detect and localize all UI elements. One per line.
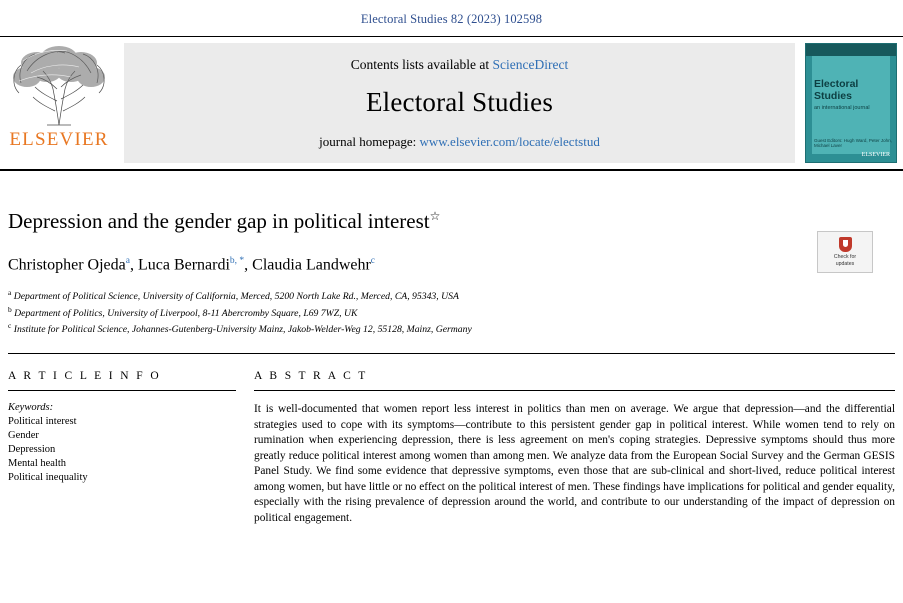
affiliation-list bbox=[8, 288, 895, 337]
keyword-item: Mental health bbox=[8, 458, 67, 470]
keyword-item: Depression bbox=[8, 444, 56, 456]
affiliation-item bbox=[8, 288, 895, 304]
abstract-heading: A B S T R A C T bbox=[254, 370, 368, 383]
affiliation-text: Department of Politics, University of Liverpool, 8-11 Abercromby Square, L69 7WZ, UK bbox=[14, 307, 358, 319]
info-abstract-columns bbox=[0, 370, 903, 526]
affiliation-item bbox=[8, 321, 895, 337]
contents-line bbox=[351, 57, 568, 73]
journal-title: Electoral Studies bbox=[365, 86, 554, 117]
crossmark-shield-icon bbox=[839, 237, 852, 252]
cover-footer-text: Guest Editors: Hugh Ward, Peter John, Michael Laver bbox=[814, 138, 892, 148]
page-title bbox=[8, 209, 895, 234]
crossmark-label-line1: Check for bbox=[833, 254, 857, 260]
keywords-label: Keywords: bbox=[8, 402, 54, 414]
section-divider bbox=[8, 353, 895, 354]
sciencedirect-link[interactable]: ScienceDirect bbox=[492, 56, 569, 72]
running-head: Electoral Studies 82 (2023) 102598 bbox=[360, 12, 543, 26]
elsevier-tree-icon bbox=[7, 41, 111, 127]
affiliation-marker: c bbox=[8, 320, 12, 330]
author-affil-marker: a bbox=[125, 256, 130, 266]
crossmark-label bbox=[834, 254, 856, 267]
keyword-item: Political interest bbox=[8, 416, 77, 428]
author-affil-marker: b, * bbox=[229, 256, 245, 266]
cover-top-strip bbox=[806, 44, 896, 56]
contents-prefix: Contents lists available at bbox=[350, 56, 490, 72]
crossmark-badge[interactable] bbox=[817, 231, 873, 273]
keyword-item: Gender bbox=[8, 430, 39, 442]
affiliation-marker: a bbox=[8, 288, 12, 298]
paper-title-text: Depression and the gender gap in political interest bbox=[8, 209, 430, 233]
author-name: Christopher Ojeda bbox=[8, 256, 126, 274]
author-name: Claudia Landwehr bbox=[252, 256, 371, 274]
cover-title: Electoral Studies bbox=[814, 78, 859, 103]
journal-homepage-link[interactable]: www.elsevier.com/locate/electstud bbox=[419, 133, 600, 149]
abstract-rule bbox=[254, 390, 895, 391]
title-area bbox=[0, 209, 903, 337]
elsevier-wordmark: ELSEVIER bbox=[9, 129, 109, 150]
author-affil-marker: c bbox=[370, 256, 376, 266]
affiliation-text: Department of Political Science, University of California, Merced, 5200 North Lake Rd., Merced, CA, 95343, USA bbox=[13, 291, 459, 303]
article-info-heading: A R T I C L E I N F O bbox=[8, 370, 162, 383]
journal-band bbox=[124, 43, 795, 163]
cover-publisher: ELSEVIER bbox=[861, 152, 890, 158]
elsevier-logo bbox=[0, 37, 118, 169]
affiliation-item bbox=[8, 305, 895, 321]
affiliation-text: Institute for Political Science, Johannes-Gutenberg-University Mainz, Jakob-Welder-Weg 12, 55128, Mainz, Germany bbox=[13, 324, 472, 336]
author-name: Luca Bernardi bbox=[137, 256, 230, 274]
article-info-rule bbox=[8, 390, 236, 391]
crossmark-label-line2: updates bbox=[835, 260, 855, 267]
affiliation-marker: b bbox=[8, 304, 12, 314]
title-footnote-marker: ☆ bbox=[429, 209, 441, 223]
abstract-column bbox=[254, 370, 895, 526]
journal-cover-thumbnail bbox=[805, 43, 897, 163]
article-info-column bbox=[8, 370, 254, 526]
abstract-text: It is well-documented that women report less interest in politics than men on average. We argue that depression—and the differential strategies used to cope with its symptoms—contribute to this persistent gender gap in political interest. While women tend to rely on rumination when experiencing depression, there is less agreement on men's coping strategies. Depressive symptoms should thus more greatly reduce political interest among women than among men. We analyze data from the European Social Survey and the German GESIS Panel Study. We find some evidence that depressive symptoms, even those that are sub-clinical and short-lived, reduce political interest among women, but have little or no effect on the political interest of men. These findings have implications for political and gender equality, especially with the rising prevalence of depression around the world, and contribute to our understanding of the impact of depression on political engagement. bbox=[254, 403, 895, 524]
keyword-item: Political inequality bbox=[8, 472, 88, 484]
journal-masthead bbox=[0, 36, 903, 171]
homepage-prefix: journal homepage: bbox=[319, 133, 417, 149]
cover-subtitle: an international journal bbox=[814, 105, 870, 111]
author-list: Christopher Ojeda$^a$, Luca Bernardi$^{b, *}$, Claudia Landwehr$^c$ bbox=[8, 256, 376, 274]
homepage-line bbox=[319, 134, 600, 150]
keywords-list bbox=[8, 415, 236, 485]
